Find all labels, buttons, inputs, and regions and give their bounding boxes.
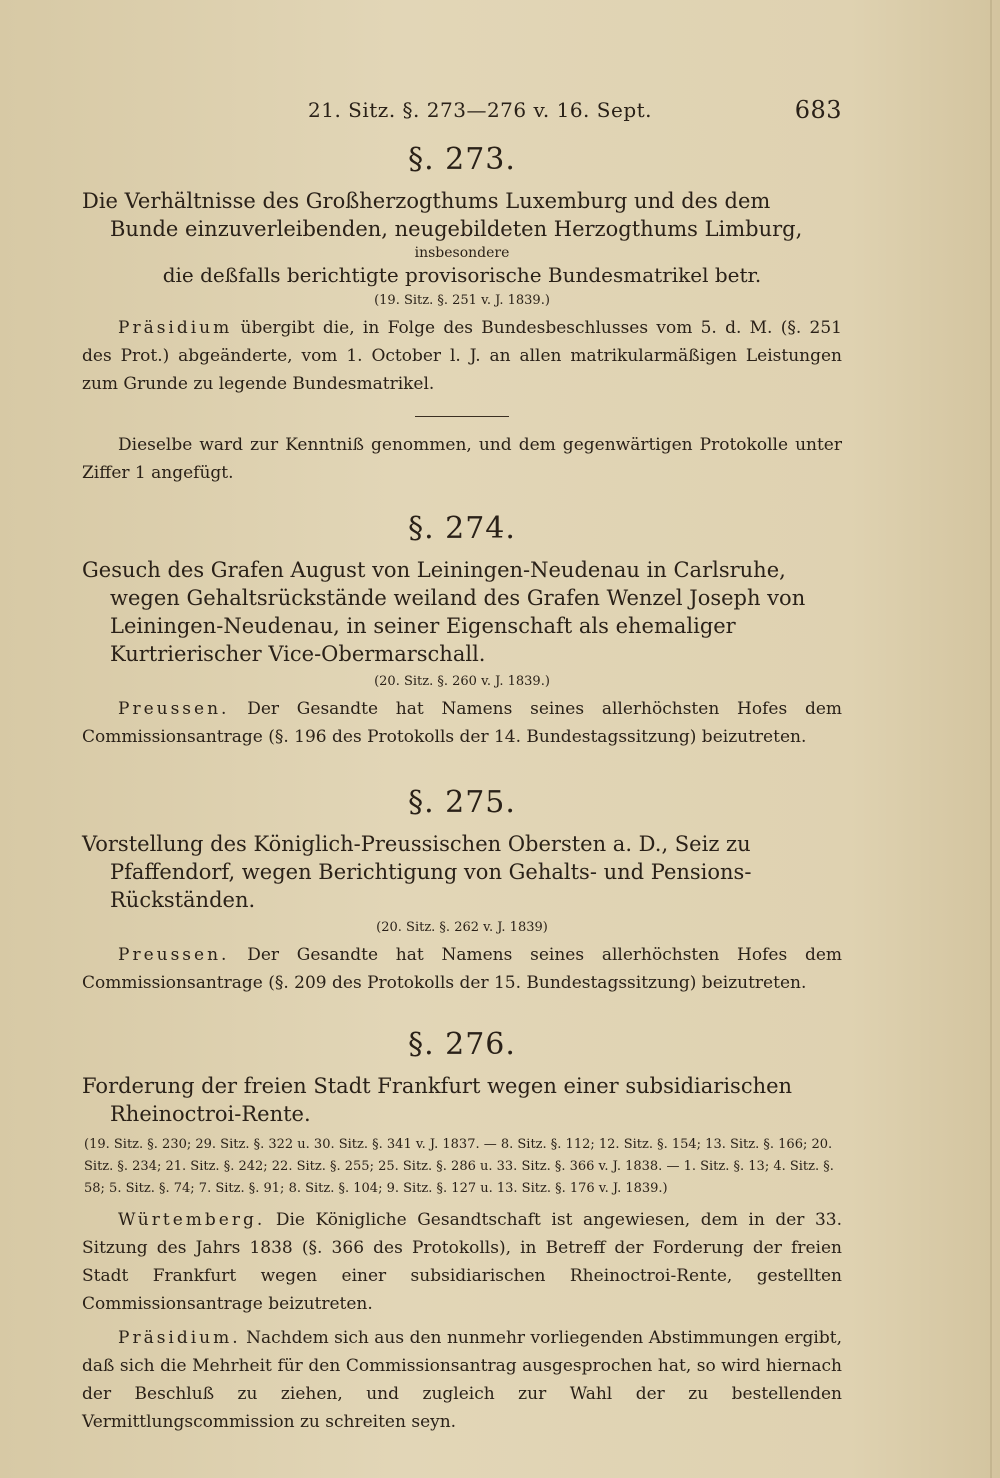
section-273-insbesondere: insbesondere [414, 245, 510, 261]
speaker-label: Preussen. [118, 699, 230, 719]
section-276-paragraph-1 [82, 1206, 842, 1318]
section-273-title: §. 273. [408, 142, 516, 177]
section-273-paragraph-1 [82, 314, 842, 398]
speaker-label: Würtemberg. [118, 1210, 266, 1230]
section-275-title: §. 275. [408, 785, 516, 820]
section-273-subject: die deßfalls berichtigte provisorische Bundesmatrikel betr. [162, 263, 762, 287]
paragraph-text: Der Gesandte hat Namens seines allerhöchsten Hofes dem Commissionsantrage (§. 196 des Protokolls der 14. Bundestagssitzung) beizutreten. [82, 699, 843, 747]
section-275-paragraph [82, 941, 842, 997]
page-number: 683 [794, 96, 842, 124]
section-273-paragraph-2: Dieselbe ward zur Kenntniß genommen, und dem gegenwärtigen Protokolle unter Ziffer 1 angefügt. [82, 435, 842, 483]
section-274-title: §. 274. [408, 511, 516, 546]
section-276-reference: (19. Sitz. §. 230; 29. Sitz. §. 322 u. 30. Sitz. §. 341 v. J. 1837. — 8. Sitz. §. 112; 12. Sitz. §. 154; 13. Sitz. §. 166; 20. Sitz. §. 234; 21. Sitz. §. 242; 22. Sitz. §. 255; 25. Sitz. §. 286 u. 33. Sitz. §. 366 v. J. 1838. — 1. Sitz. §. 13; 4. Sitz. §. 58; 5. Sitz. §. 74; 7. Sitz. §. 91; 8. Sitz. §. 104; 9. Sitz. §. 127 u. 13. Sitz. §. 176 v. J. 1839.) [84, 1137, 834, 1196]
section-273-heading: Die Verhältnisse des Großherzogthums Luxemburg und des dem Bunde einzuverleibenden, neugebildeten Herzogthums Limburg, [82, 189, 803, 241]
section-276-heading: Forderung der freien Stadt Frankfurt wegen einer subsidiarischen Rheinoctroi-Rente. [82, 1074, 793, 1126]
section-275-heading: Vorstellung des Königlich-Preussischen Obersten a. D., Seiz zu Pfaffendorf, wegen Berichtigung von Gehalts- und Pensions-Rückständen. [82, 832, 752, 912]
paragraph-text: Nachdem sich aus den nunmehr vorliegenden Abstimmungen ergibt, daß sich die Mehrheit für den Commissionsantrag ausgesprochen hat, so wird hiernach der Beschluß zu ziehen, und zugleich zur Wahl der zu bestellenden Vermittlungscommission zu schreiten seyn. [82, 1328, 842, 1432]
paragraph-text: übergibt die, in Folge des Bundesbeschlusses vom 5. d. M. (§. 251 des Prot.) abgeänderte, vom 1. October l. J. an allen matrikularmäßigen Leistungen zum Grunde zu legende Bundesmatrikel. [82, 318, 842, 394]
speaker-label: Preussen. [118, 945, 230, 965]
section-276-paragraph-2 [82, 1324, 842, 1436]
speaker-label: Präsidium [118, 318, 233, 338]
running-head [82, 92, 842, 132]
section-276-title: §. 276. [408, 1027, 516, 1062]
section-274-paragraph [82, 695, 842, 751]
section-275-reference: (20. Sitz. §. 262 v. J. 1839) [376, 920, 548, 935]
paragraph-text: Der Gesandte hat Namens seines allerhöchsten Hofes dem Commissionsantrage (§. 209 des Protokolls der 15. Bundestagssitzung) beizutreten. [82, 945, 843, 993]
page-edge [990, 0, 992, 1478]
page-content [82, 92, 842, 1436]
section-274-reference: (20. Sitz. §. 260 v. J. 1839.) [374, 674, 550, 689]
running-title: 21. Sitz. §. 273—276 v. 16. Sept. [308, 98, 653, 122]
paragraph-text: Die Königliche Gesandtschaft ist angewiesen, dem in der 33. Sitzung des Jahrs 1838 (§. 366 des Protokolls), in Betreff der Forderung der freien Stadt Frankfurt wegen einer subsidiarischen Rheinoctroi-Rente, gestellten Commissionsantrage beizutreten. [82, 1210, 843, 1314]
section-divider [415, 416, 509, 417]
speaker-label: Präsidium. [118, 1328, 241, 1348]
section-273-reference: (19. Sitz. §. 251 v. J. 1839.) [374, 293, 550, 308]
section-274-heading: Gesuch des Grafen August von Leiningen-Neudenau in Carlsruhe, wegen Gehaltsrückstände weiland des Grafen Wenzel Joseph von Leiningen-Neudenau, in seiner Eigenschaft als ehemaliger Kurtrierischer Vice-Obermarschall. [82, 558, 806, 666]
